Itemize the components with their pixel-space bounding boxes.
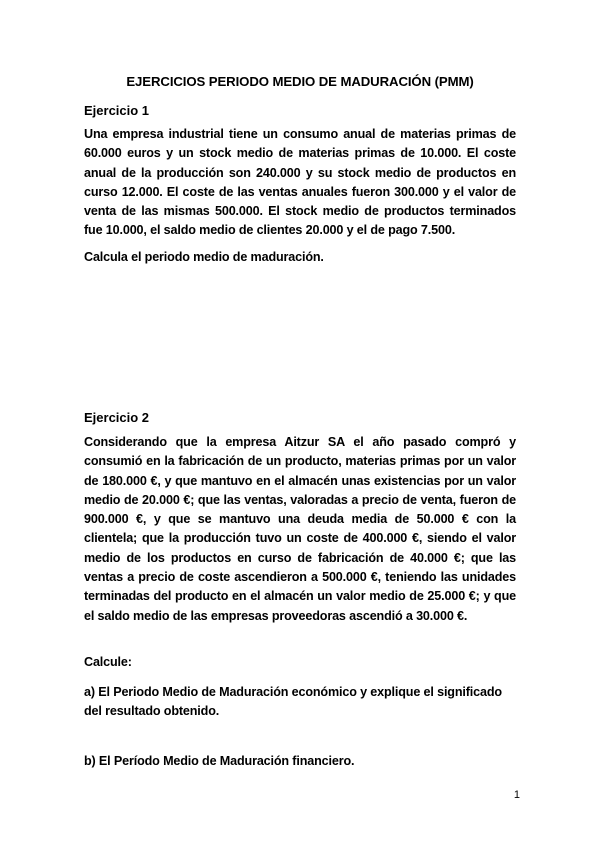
exercise-2-item-b: b) El Período Medio de Maduración financiero. bbox=[84, 754, 355, 768]
document-title: EJERCICIOS PERIODO MEDIO DE MADURACIÓN (PMM) bbox=[126, 74, 474, 89]
exercise-2-item-a: a) El Periodo Medio de Maduración económico y explique el significado del resultado obtenido. bbox=[84, 685, 502, 719]
exercise-2-body: Considerando que la empresa Aitzur SA el año pasado compró y consumió en la fabricación de un producto, materias primas por un valor de 180.000 €, y que mantuvo en el almacén unas existencias por un valor medio de 20.000 €; que las ventas, valoradas a precio de venta, fueron de 900.000 €, y que se mantuvo una deuda media de 50.000 € con la clientela; que la producción tuvo un coste de 400.000 €, siendo el valor medio de los productos en curso de fabricación de 40.000 €; que las ventas a precio de coste ascendieron a 500.000 €, teniendo las unidades terminadas del producto en el almacén un valor medio de 25.000 €; y que el saldo medio de las empresas proveedoras ascendió a 30.000 €. bbox=[84, 435, 516, 623]
page-number: 1 bbox=[513, 789, 520, 801]
exercise-1-body: Una empresa industrial tiene un consumo anual de materias primas de 60.000 euros y un stock medio de materias primas de 10.000. El coste anual de la producción son 240.000 y su stock medio de productos en curso 12.000. El coste de las ventas anuales fueron 300.000 y el valor de venta de las mismas 500.000. El stock medio de productos terminados fue 10.000, el saldo medio de clientes 20.000 y el de pago 7.500. bbox=[84, 127, 516, 238]
exercise-1-heading: Ejercicio 1 bbox=[84, 103, 150, 118]
exercise-1-question: Calcula el periodo medio de maduración. bbox=[84, 250, 324, 264]
exercise-2-calcule-label: Calcule: bbox=[84, 655, 132, 669]
exercise-2-heading: Ejercicio 2 bbox=[84, 410, 150, 425]
